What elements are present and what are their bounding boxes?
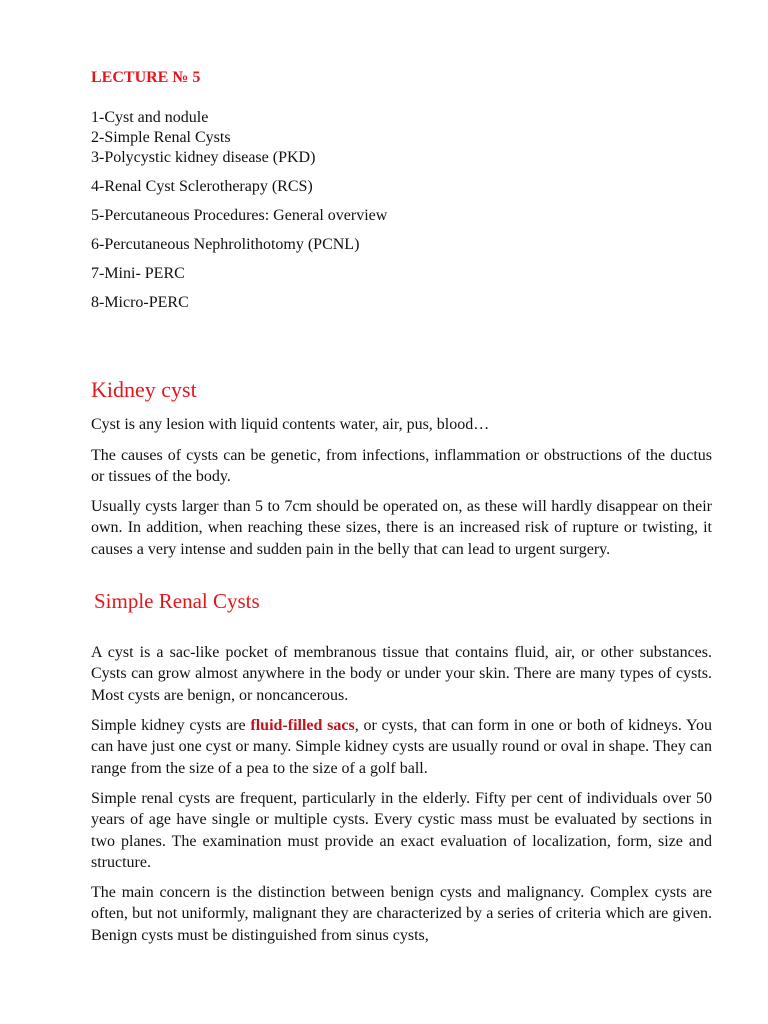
toc-item: 6-Percutaneous Nephrolithotomy (PCNL) bbox=[91, 236, 360, 253]
toc-item: 1-Cyst and nodule bbox=[91, 109, 209, 126]
paragraph-text: Simple kidney cysts are bbox=[91, 717, 251, 734]
toc-item: 7-Mini- PERC bbox=[91, 265, 185, 282]
kidney-cyst-paragraph-1: Cyst is any lesion with liquid contents water, air, pus, blood… bbox=[91, 416, 490, 433]
highlighted-term: fluid-filled sacs bbox=[250, 717, 355, 734]
kidney-cyst-paragraph-2: The causes of cysts can be genetic, from infections, inflammation or obstructions of the ductus or tissues of the body. bbox=[91, 447, 712, 486]
paragraph-text: , or cysts, that can form in one or both of kidneys. You can have just one cyst or many. Simple kidney cysts are usually round or oval in shape. They can range from the size of a pea to the size of a golf ball. bbox=[91, 717, 713, 777]
toc-item: 4-Renal Cyst Sclerotherapy (RCS) bbox=[91, 178, 313, 195]
simple-renal-paragraph-2 bbox=[91, 715, 712, 779]
simple-renal-paragraph-4: The main concern is the distinction between benign cysts and malignancy. Complex cysts are often, but not uniformly, malignant they are characterized by a series of criteria which are given. Benign cysts must be distinguished from sinus cysts, bbox=[91, 884, 712, 944]
simple-renal-paragraph-1: A cyst is a sac-like pocket of membranous tissue that contains fluid, air, or other substances. Cysts can grow almost anywhere in the body or under your skin. There are many types of cysts. Most cysts are benign, or noncancerous. bbox=[91, 644, 712, 704]
toc-item: 3-Polycystic kidney disease (PKD) bbox=[91, 149, 316, 166]
simple-renal-paragraph-3: Simple renal cysts are frequent, particularly in the elderly. Fifty per cent of individuals over 50 years of age have single or multiple cysts. Every cystic mass must be evaluated by sections in two planes. The examination must provide an exact evaluation of localization, form, size and structure. bbox=[91, 790, 712, 871]
kidney-cyst-paragraph-3: Usually cysts larger than 5 to 7cm should be operated on, as these will hardly disappear on their own. In addition, when reaching these sizes, there is an increased risk of rupture or twisting, it causes a very intense and sudden pain in the belly that can lead to urgent surgery. bbox=[91, 498, 712, 558]
kidney-cyst-heading: Kidney cyst bbox=[91, 377, 197, 402]
toc-item: 8-Micro-PERC bbox=[91, 294, 189, 311]
simple-renal-cysts-heading: Simple Renal Cysts bbox=[94, 589, 260, 613]
toc-item: 2-Simple Renal Cysts bbox=[91, 129, 231, 146]
lecture-title: LECTURE № 5 bbox=[91, 69, 201, 86]
table-of-contents bbox=[91, 108, 387, 313]
toc-item: 5-Percutaneous Procedures: General overview bbox=[91, 207, 388, 224]
